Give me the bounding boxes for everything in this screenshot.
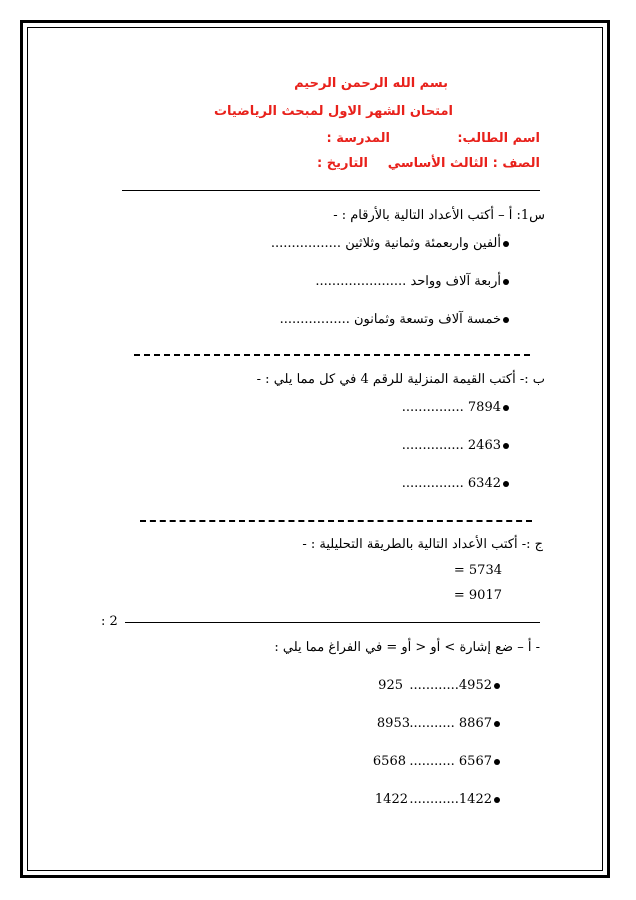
- exam-title: امتحان الشهر الاول لمبحث الرياضيات: [213, 104, 453, 119]
- student-name-label: اسم الطالب:: [457, 131, 540, 146]
- q2-label: : 2: [101, 614, 118, 629]
- bullet-icon: [494, 721, 500, 727]
- q1-c-title: ج :- أكتب الأعداد التالية بالطريقة التحليلية : -: [302, 537, 543, 552]
- q2-a-title: - أ – ضع إشارة > أو < أو = في الفراغ مما يلي :: [274, 640, 540, 655]
- page-border-inner: [27, 27, 603, 871]
- q1-b-item: 2463 ...............: [402, 438, 509, 454]
- bullet-icon: [503, 279, 509, 285]
- q2-a-item: 4952............: [409, 678, 500, 694]
- school-label: المدرسة :: [326, 131, 390, 146]
- bullet-icon: [503, 405, 509, 411]
- q1-a-item: خمسة آلاف وتسعة وثمانون .................: [280, 312, 509, 328]
- grade-label: الصف : الثالث الأساسي: [387, 156, 540, 171]
- q1-a-item: ألفين واربعمئة وثمانية وثلاثين .................: [271, 236, 509, 252]
- q2-divider: [125, 622, 540, 623]
- q1-b-item: 7894 ...............: [402, 400, 509, 416]
- q1-b-item: 6342 ...............: [402, 476, 509, 492]
- q2-a-item: 1422............: [409, 792, 500, 808]
- q2-a-item: 8867 ...........: [409, 716, 500, 732]
- bullet-icon: [494, 797, 500, 803]
- q2-a-item-right: 925: [378, 678, 403, 693]
- header-divider: [122, 190, 540, 191]
- q2-a-item-right: 1422: [374, 792, 408, 807]
- q1-b-title: ب :- أكتب القيمة المنزلية للرقم 4 في كل مما يلي : -: [256, 372, 545, 387]
- bullet-icon: [503, 317, 509, 323]
- q2-a-item-right: 6568: [372, 754, 406, 769]
- dashed-divider: [140, 520, 532, 522]
- bullet-icon: [494, 683, 500, 689]
- date-label: التاريخ :: [317, 156, 368, 171]
- bullet-icon: [503, 481, 509, 487]
- q1-a-item: أربعة آلاف وواحد ......................: [315, 274, 509, 290]
- basmala: بسم الله الرحمن الرحيم: [294, 76, 448, 91]
- q1-c-item: 9017 =: [453, 588, 502, 603]
- q1-c-item: 5734 =: [453, 563, 502, 578]
- q2-a-item: 6567 ...........: [409, 754, 500, 770]
- dashed-divider: [134, 354, 530, 356]
- q2-a-item-right: 8953: [376, 716, 410, 731]
- bullet-icon: [503, 443, 509, 449]
- bullet-icon: [494, 759, 500, 765]
- bullet-icon: [503, 241, 509, 247]
- q1-a-title: س1: أ – أكتب الأعداد التالية بالأرقام : -: [333, 208, 545, 223]
